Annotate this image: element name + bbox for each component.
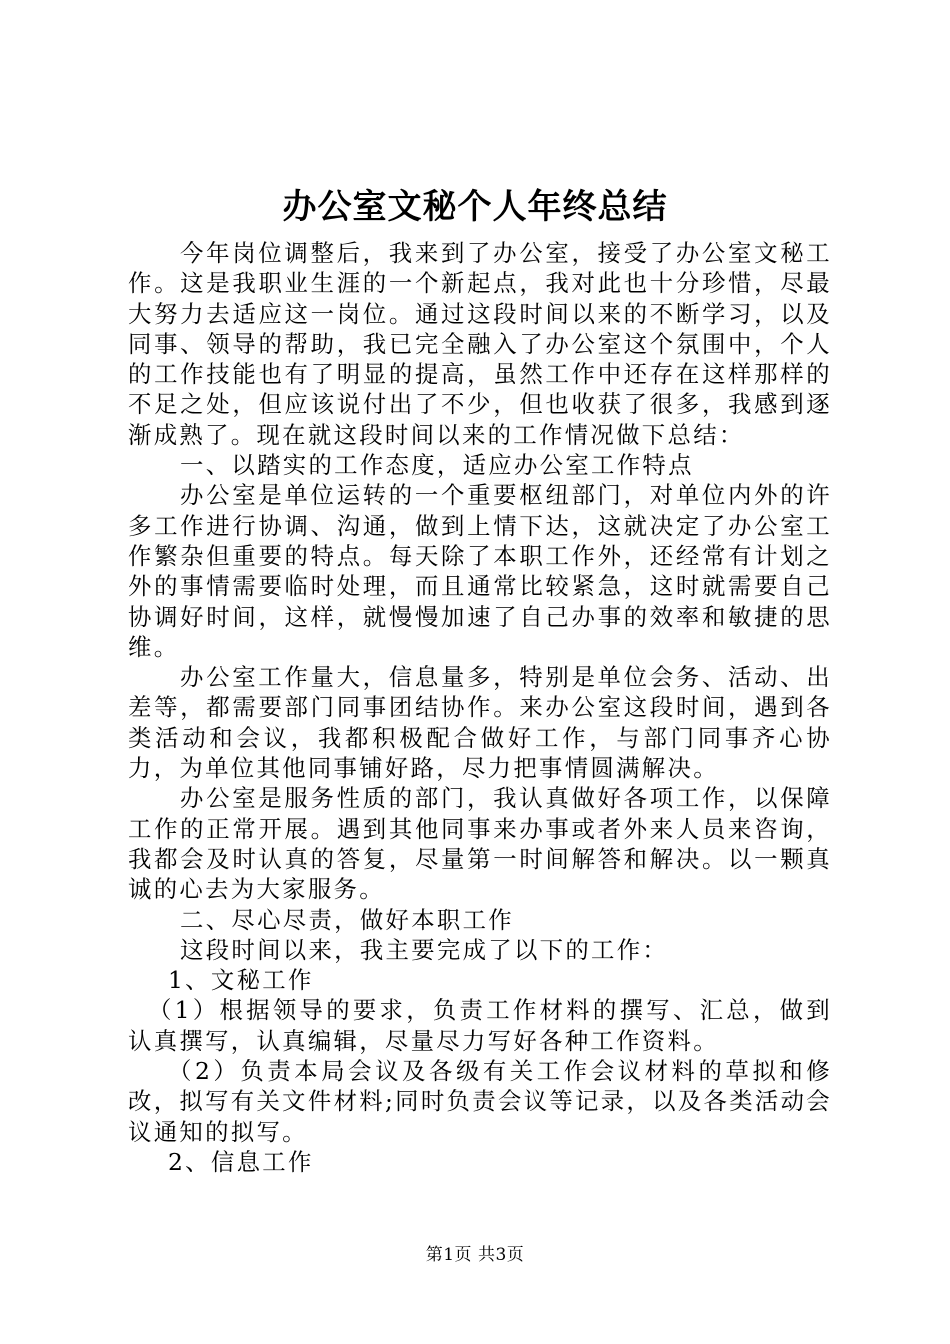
section-heading-1: 一、以踏实的工作态度，适应办公室工作特点 [180,451,694,480]
paragraph-teamwork: 办公室工作量大，信息量多，特别是单位会务、活动、出差等，都需要部门同事团结协作。来办公室这段时间，遇到各类活动和会议，我都积极配合做好工作，与部门同事齐心协力，为单位其他同事铺好路，尽力把事情圆满解决。 [128,663,832,783]
paragraph-work-summary: 这段时间以来，我主要完成了以下的工作： [180,935,669,964]
subsection-heading-information: 2、信息工作 [168,1147,314,1176]
document-title: 办公室文秘个人年终总结 [282,187,668,227]
list-item-1: （1）根据领导的要求，负责工作材料的撰写、汇总，做到认真撰写，认真编辑，尽量尽力写好各种工作资料。 [128,996,832,1055]
section-heading-2: 二、尽心尽责，做好本职工作 [180,905,514,934]
paragraph-intro: 今年岗位调整后，我来到了办公室，接受了办公室文秘工作。这是我职业生涯的一个新起点，我对此也十分珍惜，尽最大努力去适应这一岗位。通过这段时间以来的不断学习，以及同事、领导的帮助，我已完全融入了办公室这个氛围中，个人的工作技能也有了明显的提高，虽然工作中还存在这样那样的不足之处，但应该说付出了不少，但也收获了很多，我感到逐渐成熟了。现在就这段时间以来的工作情况做下总结： [128,239,832,449]
paragraph-service: 办公室是服务性质的部门，我认真做好各项工作，以保障工作的正常开展。遇到其他同事来办事或者外来人员来咨询，我都会及时认真的答复，尽量第一时间解答和解决。以一颗真诚的心去为大家服务。 [128,784,832,904]
subsection-heading-secretarial: 1、文秘工作 [168,966,314,995]
document-body [128,238,832,1177]
list-item-2: （2）负责本局会议及各级有关工作会议材料的草拟和修改，拟写有关文件材料;同时负责会议等记录，以及各类活动会议通知的拟写。 [128,1057,832,1146]
page-number: 第1页 共3页 [425,1245,525,1265]
paragraph-office-hub: 办公室是单位运转的一个重要枢纽部门，对单位内外的许多工作进行协调、沟通，做到上情下达，这就决定了办公室工作繁杂但重要的特点。每天除了本职工作外，还经常有计划之外的事情需要临时处理，而且通常比较紧急，这时就需要自己协调好时间，这样，就慢慢加速了自己办事的效率和敏捷的思维。 [128,481,832,661]
